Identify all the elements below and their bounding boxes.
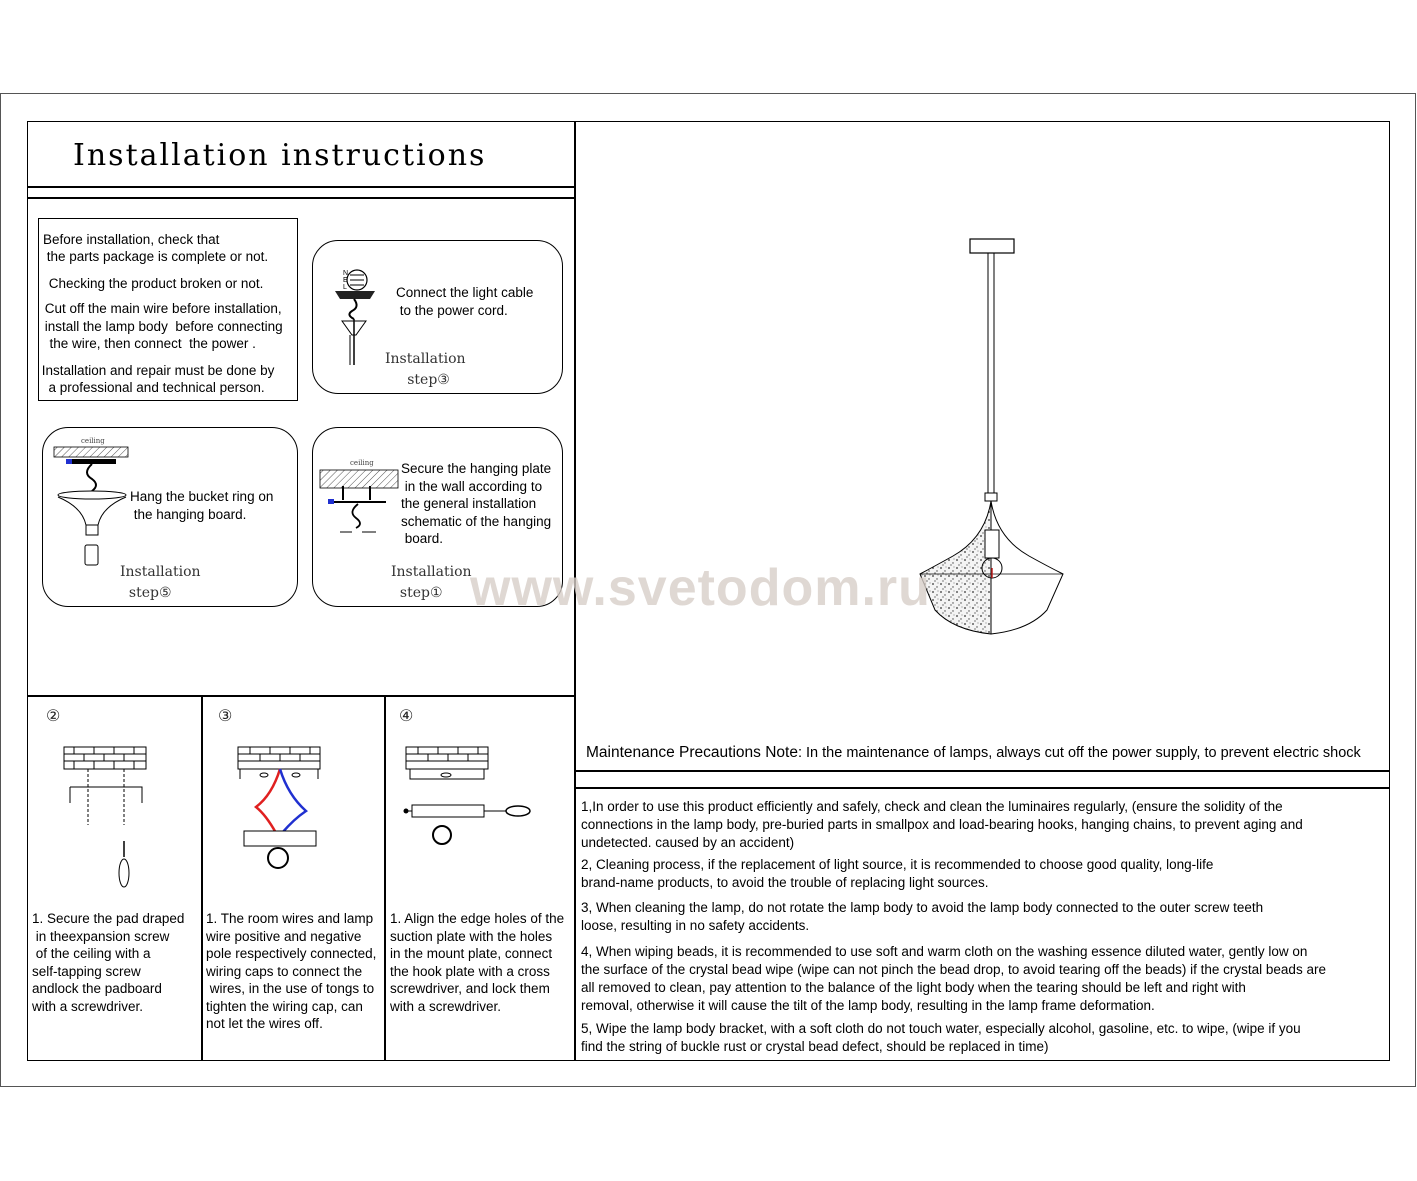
- step2-number: ②: [46, 706, 61, 725]
- step4-instructions: 1. Align the edge holes of the suction plate with the holes in the mount plate, connect the hook plate with a cross screwdriver, and lock them with a screwdriver.: [390, 911, 565, 1014]
- maintenance-heading: [586, 744, 1361, 762]
- maintenance-item-4: 4, When wiping beads, it is recommended to use soft and warm cloth on the washing essence diluted water, gently low on the surface of the crystal bead wipe (wipe can not pinch the bead drop, to avoid tearing off the beads) if the crystal beads are all removed to clean, pay attention to the balance of the light body when the tearing should be left and right with removal, otherwise it will cause the tilt of the lamp body, resulting in the lamp frame deformation.: [581, 944, 1326, 1013]
- maintenance-item-1: 1,In order to use this product efficiently and safely, check and clean the luminaires regularly, (ensure the solidity of the connections in the lamp body, pre-buried parts in smallpox and load-bearing hooks, hanging chains, to prevent aging and undetected. caused by an accident): [581, 799, 1303, 850]
- col-divider-1: [201, 695, 203, 1061]
- step3-wiring-illustration: [330, 265, 380, 370]
- maintenance-rule-top: [574, 770, 1390, 772]
- notice-line-2: the parts package is complete or not.: [43, 249, 269, 264]
- pendant-lamp-drawing: [915, 238, 1070, 640]
- notice-line-3: Checking the product broken or not.: [45, 276, 264, 291]
- wire-label-l: L: [343, 284, 347, 291]
- watermark-text: www.svetodom.ru: [470, 559, 931, 617]
- notice-line-5: install the lamp body before connecting: [41, 319, 283, 334]
- col-divider-2: [384, 695, 386, 1061]
- notice-line-1: Before installation, check that: [43, 232, 220, 247]
- step1-ceiling-label: ceiling: [350, 459, 374, 467]
- page-title: Installation instructions: [73, 138, 487, 173]
- maintenance-item-2: 2, Cleaning process, if the replacement of light source, it is recommended to choose good quality, long-life brand-name products, to avoid the trouble of replacing light sources.: [581, 857, 1214, 890]
- step3-caption: Installation step③: [385, 351, 466, 388]
- wire-label-e: E: [343, 277, 348, 284]
- notice-line-8: a professional and technical person.: [41, 380, 265, 395]
- step5-ceiling-label: ceiling: [81, 437, 105, 445]
- notice-line-4: Cut off the main wire before installation,: [41, 301, 282, 316]
- step1-plate-illustration: [318, 468, 400, 540]
- maintenance-heading-note: : In the maintenance of lamps, always cut off the power supply, to prevent electric shock: [797, 745, 1361, 761]
- title-rule-top: [27, 186, 575, 188]
- step1-text: Secure the hanging plate in the wall according to the general installation schematic of the hanging board.: [401, 461, 552, 546]
- step3-number: ③: [218, 706, 233, 725]
- maintenance-heading-label: Maintenance Precautions Note: [586, 744, 798, 761]
- step5-text: Hang the bucket ring on the hanging board.: [130, 489, 274, 522]
- wire-label-n: N: [343, 270, 349, 277]
- step2-instructions: 1. Secure the pad draped in theexpansion screw of the ceiling with a self-tapping screw andlock the padboard with a screwdriver.: [32, 911, 185, 1014]
- step5-hanging-illustration: [52, 445, 132, 570]
- maintenance-item-5: 5, Wipe the lamp body bracket, with a soft cloth do not touch water, especially alcohol, gasoline, etc. to wipe, (wipe if you find the string of buckle rust or crystal bead defect, should be replaced in time): [581, 1021, 1301, 1054]
- step4-screwdriver-illustration: [402, 745, 537, 849]
- notice-line-6: the wire, then connect the power .: [42, 336, 256, 351]
- step3-instructions: 1. The room wires and lamp wire positive and negative pole respectively connected, wiring caps to connect the wires, in the use of tongs to tighten the wiring cap, can not let the wires off.: [206, 911, 377, 1031]
- maintenance-rule-bottom: [574, 787, 1390, 789]
- step4-number: ④: [399, 706, 414, 725]
- step1-caption: Installation step①: [391, 564, 472, 601]
- title-rule-bottom: [27, 197, 575, 199]
- maintenance-item-3: 3, When cleaning the lamp, do not rotate the lamp body to avoid the lamp body connected to the outer screw teeth loose, resulting in no safety accidents.: [581, 900, 1264, 933]
- notice-line-7: Installation and repair must be done by: [38, 363, 275, 378]
- step3-wiring-caps-illustration: [236, 745, 324, 873]
- step2-padboard-illustration: [62, 745, 150, 895]
- step3-text: Connect the light cable to the power cord.: [396, 285, 534, 318]
- steps-row-rule: [27, 695, 575, 697]
- step5-caption: Installation step⑤: [120, 564, 201, 601]
